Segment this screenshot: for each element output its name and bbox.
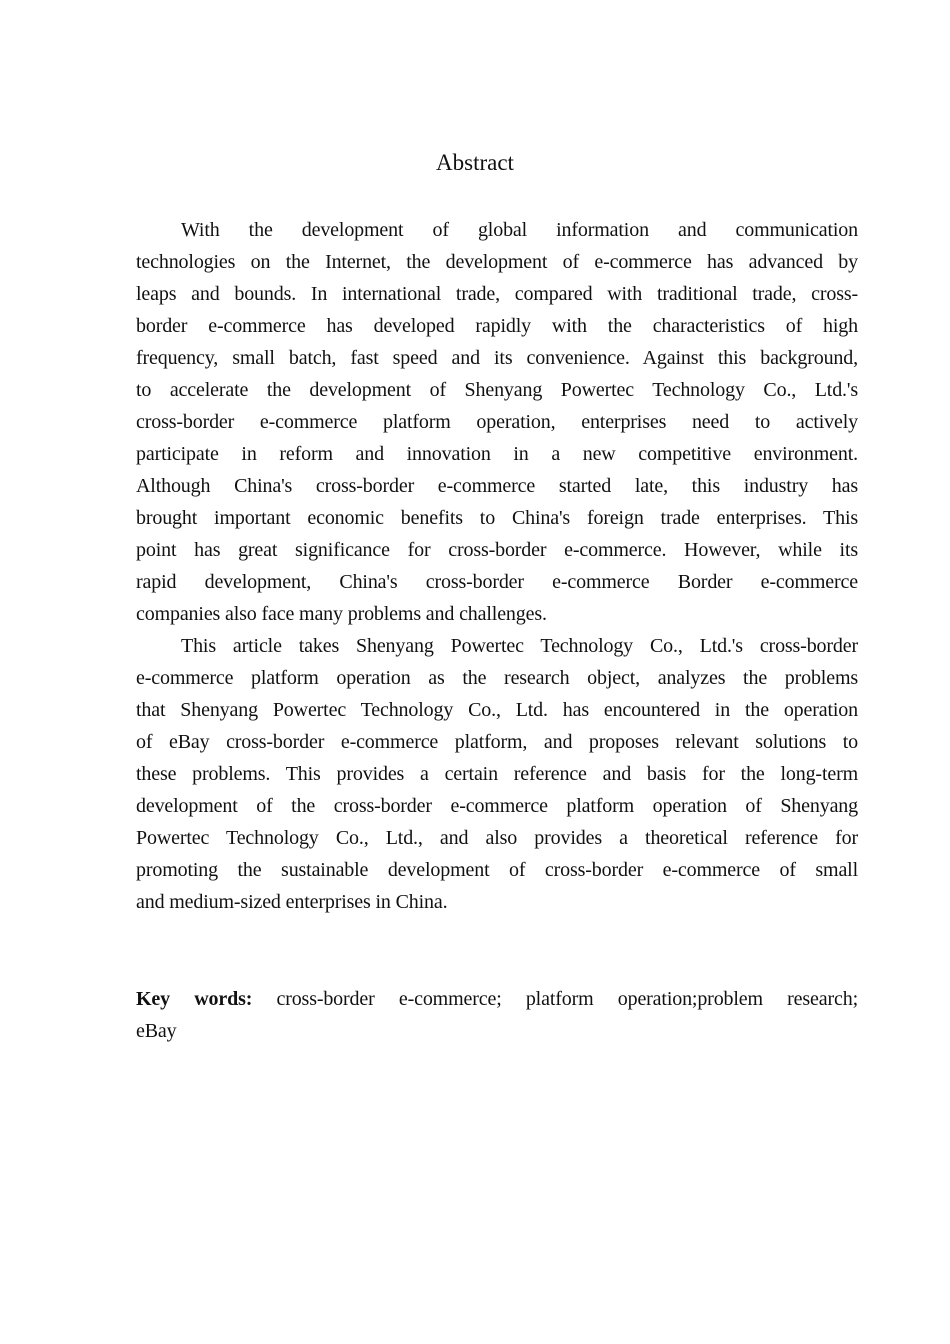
text-line: companies also face many problems and challenges. — [136, 603, 547, 625]
text-line: brought important economic benefits to China's foreign trade enterprises. This — [136, 507, 858, 529]
text-line: Powertec Technology Co., Ltd., and also provides a theoretical reference for — [136, 827, 858, 849]
text-line: of eBay cross-border e-commerce platform, and proposes relevant solutions to — [136, 731, 858, 753]
keywords — [136, 983, 858, 1047]
text-line: development of the cross-border e-commerce platform operation of Shenyang — [136, 795, 858, 817]
text-line: leaps and bounds. In international trade, compared with traditional trade, cross- — [136, 283, 858, 305]
page-title: Abstract — [436, 150, 514, 175]
text-line: rapid development, China's cross-border e-commerce Border e-commerce — [136, 571, 858, 593]
text-line: participate in reform and innovation in a new competitive environment. — [136, 443, 858, 465]
keywords-text: cross-border e-commerce; platform operation;problem research; — [276, 988, 858, 1010]
paragraph — [136, 214, 858, 630]
text-line: to accelerate the development of Shenyang Powertec Technology Co., Ltd.'s — [136, 379, 858, 401]
text-line: cross-border e-commerce platform operation, enterprises need to actively — [136, 411, 858, 433]
text-line: This article takes Shenyang Powertec Technology Co., Ltd.'s cross-border — [181, 635, 858, 657]
text-line: these problems. This provides a certain reference and basis for the long-term — [136, 763, 858, 785]
text-line: technologies on the Internet, the development of e-commerce has advanced by — [136, 251, 858, 273]
text-line: that Shenyang Powertec Technology Co., Ltd. has encountered in the operation — [136, 699, 858, 721]
text-line: Although China's cross-border e-commerce started late, this industry has — [136, 475, 858, 497]
text-line: and medium-sized enterprises in China. — [136, 891, 448, 913]
keywords-label: Key words: — [136, 988, 253, 1010]
text-line: promoting the sustainable development of cross-border e-commerce of small — [136, 859, 858, 881]
keywords-line-1 — [136, 983, 858, 1015]
text-line: With the development of global information and communication — [181, 219, 858, 241]
keywords-line-2: eBay — [136, 1020, 177, 1042]
text-line: point has great significance for cross-border e-commerce. However, while its — [136, 539, 858, 561]
text-line: border e-commerce has developed rapidly with the characteristics of high — [136, 315, 858, 337]
text-line: frequency, small batch, fast speed and its convenience. Against this background, — [136, 347, 858, 369]
text-line: e-commerce platform operation as the research object, analyzes the problems — [136, 667, 858, 689]
abstract-body — [136, 214, 858, 918]
paragraph — [136, 630, 858, 918]
